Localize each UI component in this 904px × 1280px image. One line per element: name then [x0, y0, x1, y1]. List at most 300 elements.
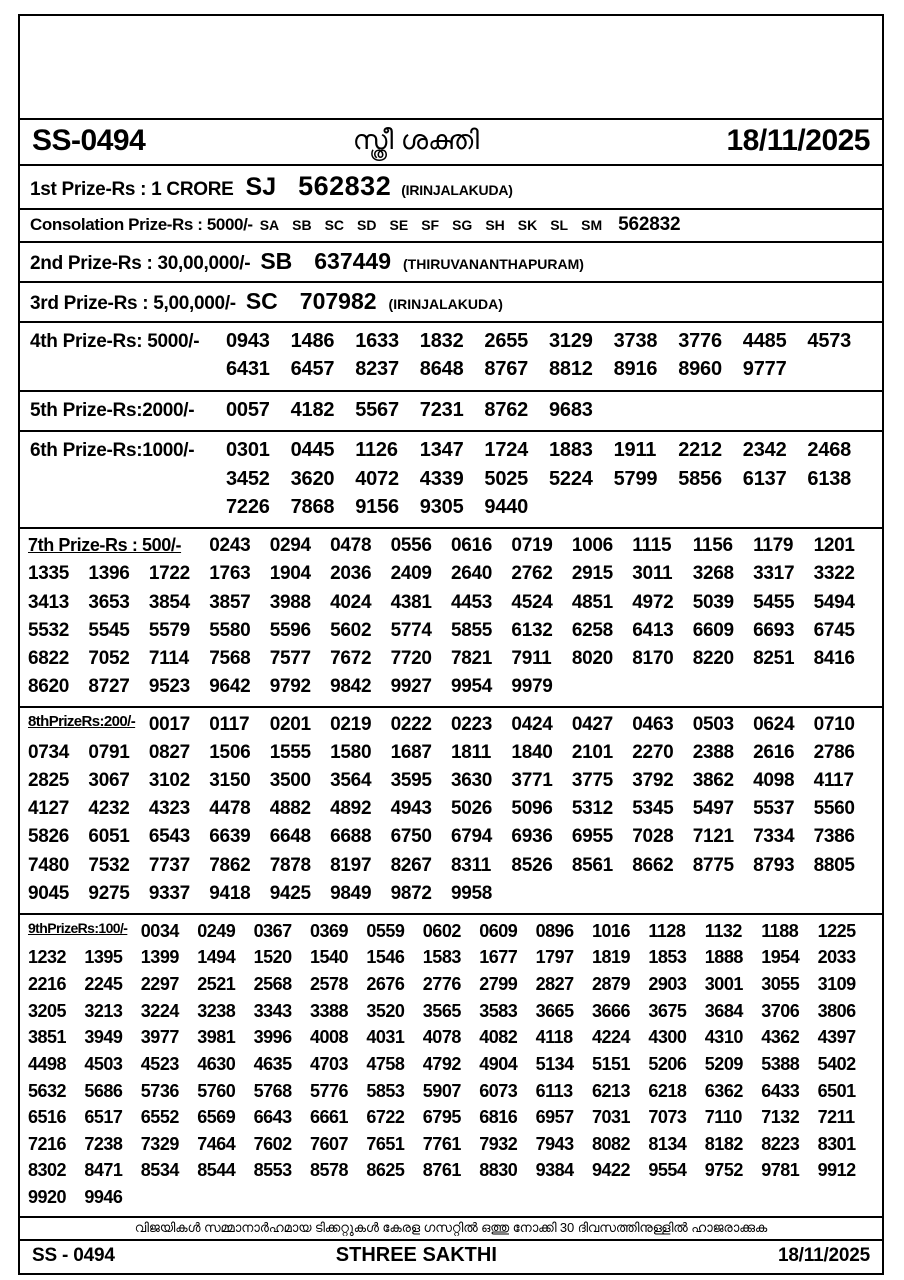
prize-number: 0556	[390, 535, 432, 557]
prize-number: 7211	[817, 1107, 855, 1128]
prize-number: 0367	[253, 920, 292, 941]
prize-number: 4310	[704, 1027, 743, 1048]
prize-number: 0943	[226, 330, 270, 352]
ninth-prize-grid	[28, 918, 874, 1211]
prize-number: 1540	[310, 947, 349, 968]
prize-number: 1156	[692, 535, 733, 557]
prize-number: 0602	[422, 920, 461, 941]
prize-number: 2827	[535, 974, 574, 995]
prize-number: 0734	[28, 742, 70, 764]
seventh-prize-label: 7th Prize-Rs : 500/-	[28, 535, 182, 556]
prize-number: 1335	[28, 563, 70, 585]
prize-number: 1763	[209, 563, 251, 585]
prize-number: 4224	[592, 1027, 631, 1048]
prize-number: 6258	[571, 619, 613, 641]
prize-number: 4323	[148, 798, 190, 820]
prize-number: 8416	[813, 647, 855, 669]
prize-number: 4072	[355, 467, 399, 490]
prize-number: 8662	[632, 854, 674, 876]
prize-number: 1555	[269, 742, 311, 764]
prize-number: 9781	[761, 1160, 800, 1181]
prize-number: 3067	[88, 770, 130, 792]
first-prize-row	[20, 166, 882, 210]
prize-number: 3771	[511, 770, 553, 792]
consolation-series-code: SF	[421, 217, 440, 233]
prize-number: 2655	[484, 330, 529, 352]
prize-number: 9554	[648, 1160, 687, 1181]
prize-number: 7114	[148, 647, 189, 669]
prize-number: 3738	[613, 330, 658, 352]
prize-number: 9946	[84, 1187, 123, 1208]
prize-number: 1486	[290, 330, 335, 352]
claim-disclaimer-malayalam: വിജയികൾ സമ്മാനാർഹമായ ടിക്കറ്റുകൾ കേരള ഗസറ്റിൽ ഒത്തു നോക്കി 30 ദിവസത്തിനുള്ളിൽ ഹാജരാക്കുക	[20, 1218, 882, 1241]
prize-number: 1853	[648, 947, 687, 968]
prize-number: 5388	[761, 1053, 800, 1074]
prize-number: 9849	[330, 882, 372, 904]
prize-number: 7720	[390, 647, 432, 669]
prize-number: 7943	[535, 1133, 574, 1154]
prize-number: 5096	[511, 798, 553, 820]
prize-number: 6073	[479, 1080, 518, 1101]
prize-number: 6213	[592, 1080, 631, 1101]
prize-number: 1494	[197, 947, 236, 968]
prize-number: 7238	[84, 1133, 123, 1154]
prize-number: 3675	[648, 1000, 687, 1021]
prize-number: 1580	[330, 742, 372, 764]
prize-number: 3988	[269, 591, 311, 613]
first-prize-number: 562832	[298, 171, 392, 201]
prize-number: 5545	[88, 619, 130, 641]
prize-number: 7911	[511, 647, 552, 669]
prize-number: 3653	[88, 591, 130, 613]
prize-number: 4362	[761, 1027, 800, 1048]
third-prize-row	[20, 283, 882, 323]
result-title-bar	[20, 120, 882, 166]
prize-number: 4339	[419, 467, 464, 490]
prize-number: 2640	[450, 563, 493, 585]
prize-number: 1126	[355, 439, 398, 462]
prize-number: 6795	[422, 1107, 461, 1128]
second-prize-series: SB	[260, 248, 293, 274]
prize-number: 9872	[390, 882, 432, 904]
prize-number: 9418	[209, 882, 251, 904]
prize-number: 9752	[704, 1160, 743, 1181]
prize-number: 6688	[330, 826, 372, 848]
prize-number: 5206	[648, 1053, 687, 1074]
eighth-prize-block	[20, 708, 882, 915]
prize-number: 5151	[592, 1053, 631, 1074]
prize-number: 4630	[197, 1053, 236, 1074]
prize-number: 5856	[678, 467, 722, 490]
prize-number: 1832	[419, 330, 464, 352]
prize-number: 2676	[366, 974, 405, 995]
footer-lottery-code: SS - 0494	[32, 1244, 115, 1266]
prize-number: 0624	[753, 714, 795, 735]
prize-number: 8302	[28, 1160, 67, 1181]
prize-number: 3665	[535, 1000, 574, 1021]
prize-number: 5567	[355, 398, 399, 421]
prize-number: 7480	[28, 854, 70, 876]
prize-number: 7334	[753, 826, 795, 848]
prize-number: 3213	[84, 1000, 123, 1021]
prize-number: 4882	[269, 798, 311, 820]
prize-number: 1188	[761, 920, 799, 941]
second-prize-place: (THIRUVANANTHAPURAM)	[403, 256, 584, 272]
prize-number: 5560	[813, 798, 855, 820]
prize-number: 1677	[479, 947, 518, 968]
prize-number: 6218	[648, 1080, 687, 1101]
prize-number: 6516	[28, 1107, 67, 1128]
prize-number: 4300	[648, 1027, 687, 1048]
prize-number: 6722	[366, 1107, 405, 1128]
prize-number: 8578	[310, 1160, 349, 1181]
prize-number: 5026	[450, 798, 493, 820]
prize-number: 3205	[28, 1000, 67, 1021]
prize-number: 1128	[648, 920, 686, 941]
prize-number: 4498	[28, 1053, 67, 1074]
prize-number: 0719	[511, 535, 553, 557]
prize-number: 3001	[704, 974, 743, 995]
prize-number: 0017	[148, 714, 190, 735]
prize-number: 6957	[535, 1107, 574, 1128]
prize-number: 7821	[450, 647, 493, 669]
prize-number: 5602	[330, 619, 372, 641]
consolation-prize-number: 562832	[618, 214, 681, 235]
prize-number: 8916	[613, 358, 658, 381]
prize-number: 6661	[310, 1107, 349, 1128]
prize-number: 6138	[807, 467, 852, 490]
prize-number: 7737	[148, 854, 190, 876]
prize-number: 3317	[753, 563, 795, 585]
prize-number: 1888	[704, 947, 743, 968]
prize-number: 5826	[28, 826, 70, 848]
prize-number: 1954	[761, 947, 800, 968]
prize-number: 5025	[484, 467, 529, 490]
consolation-series-code: SE	[389, 217, 409, 233]
prize-number: 5580	[209, 619, 251, 641]
prize-number: 5776	[310, 1080, 349, 1101]
prize-number: 9384	[535, 1160, 574, 1181]
prize-number: 7464	[197, 1133, 236, 1154]
prize-number: 8761	[422, 1160, 461, 1181]
prize-number: 9523	[148, 675, 190, 697]
prize-number: 0249	[197, 920, 236, 941]
prize-number: 0478	[330, 535, 372, 557]
ninth-prize-block	[20, 915, 882, 1218]
prize-number: 5686	[84, 1080, 123, 1101]
prize-number: 2036	[330, 563, 372, 585]
prize-number: 6750	[390, 826, 432, 848]
prize-number: 5855	[450, 619, 493, 641]
prize-number: 4524	[511, 591, 553, 613]
prize-number: 5532	[28, 619, 70, 641]
prize-number: 8534	[140, 1160, 179, 1181]
prize-number: 3981	[197, 1027, 236, 1048]
prize-number: 4098	[753, 770, 795, 792]
prize-number: 8767	[484, 358, 529, 381]
prize-number: 5799	[613, 467, 658, 490]
prize-number: 0559	[366, 920, 405, 941]
prize-number: 3851	[28, 1027, 67, 1048]
prize-number: 6643	[253, 1107, 292, 1128]
third-prize-series: SC	[245, 288, 278, 314]
first-prize-label: 1st Prize-Rs : 1 CRORE	[30, 179, 234, 200]
prize-number: 6501	[817, 1080, 856, 1101]
prize-number: 3238	[197, 1000, 236, 1021]
prize-number: 6648	[269, 826, 311, 848]
prize-number: 1583	[422, 947, 461, 968]
prize-number: 4082	[479, 1027, 518, 1048]
prize-number: 1395	[84, 947, 123, 968]
prize-number: 7932	[479, 1133, 518, 1154]
prize-number: 3595	[390, 770, 432, 792]
prize-number: 3996	[253, 1027, 292, 1048]
prize-number: 3806	[817, 1000, 856, 1021]
prize-number: 4127	[28, 798, 70, 820]
prize-number: 9842	[330, 675, 372, 697]
prize-number: 3857	[209, 591, 251, 613]
prize-number: 8082	[592, 1133, 631, 1154]
prize-number: 3109	[817, 974, 856, 995]
second-prize-number: 637449	[314, 248, 392, 274]
prize-number: 2799	[479, 974, 518, 995]
prize-number: 9920	[28, 1187, 67, 1208]
prize-number: 7651	[366, 1133, 405, 1154]
prize-number: 3775	[571, 770, 613, 792]
prize-number: 8727	[88, 675, 130, 697]
prize-number: 3776	[678, 330, 722, 352]
prize-number: 9425	[269, 882, 311, 904]
prize-number: 7329	[140, 1133, 179, 1154]
prize-number: 3150	[209, 770, 251, 792]
prize-number: 0616	[450, 535, 493, 557]
fourth-prize-block	[20, 323, 882, 392]
prize-number: 6794	[450, 826, 493, 848]
fifth-prize-label: 5th Prize-Rs:2000/-	[30, 399, 195, 421]
prize-number: 4478	[209, 798, 251, 820]
prize-number: 8544	[197, 1160, 236, 1181]
prize-number: 8648	[419, 358, 464, 381]
prize-number: 7226	[226, 495, 270, 518]
prize-number: 8830	[479, 1160, 518, 1181]
second-prize-label: 2nd Prize-Rs : 30,00,000/-	[30, 253, 251, 274]
prize-number: 9958	[450, 882, 493, 904]
prize-number: 6113	[535, 1080, 573, 1101]
prize-number: 1115	[632, 535, 672, 557]
prize-number: 8812	[548, 358, 593, 381]
prize-number: 7862	[209, 854, 251, 876]
prize-number: 5312	[571, 798, 613, 820]
prize-number: 0057	[226, 398, 270, 421]
prize-number: 0219	[330, 714, 372, 735]
prize-number: 4904	[479, 1053, 518, 1074]
prize-number: 9792	[269, 675, 311, 697]
prize-number: 4972	[632, 591, 674, 613]
prize-number: 7110	[704, 1107, 742, 1128]
prize-number: 3224	[140, 1000, 179, 1021]
prize-number: 0222	[390, 714, 432, 735]
prize-number: 8134	[648, 1133, 687, 1154]
prize-number: 4792	[422, 1053, 461, 1074]
result-footer	[20, 1241, 882, 1273]
prize-number: 7761	[422, 1133, 461, 1154]
prize-number: 0223	[450, 714, 493, 735]
prize-number: 9440	[484, 495, 529, 518]
prize-number: 5402	[817, 1053, 856, 1074]
prize-number: 1225	[817, 920, 856, 941]
sixth-prize-block	[20, 432, 882, 529]
prize-number: 0369	[310, 920, 349, 941]
prize-number: 3564	[330, 770, 372, 792]
prize-number: 1840	[511, 742, 553, 764]
consolation-series-code: SC	[324, 217, 345, 233]
prize-number: 7028	[632, 826, 674, 848]
prize-number: 8762	[484, 398, 529, 421]
fourth-prize-numbers	[226, 327, 872, 384]
prize-number: 8220	[692, 647, 734, 669]
prize-number: 0201	[269, 714, 311, 735]
consolation-prize-row	[20, 210, 882, 243]
prize-number: 1911	[613, 439, 657, 462]
prize-number: 8223	[761, 1133, 800, 1154]
prize-number: 3565	[422, 1000, 461, 1021]
consolation-series-codes	[260, 217, 602, 233]
prize-number: 7607	[310, 1133, 349, 1154]
prize-number: 0710	[813, 714, 855, 735]
prize-number: 6543	[148, 826, 190, 848]
prize-number: 5853	[366, 1080, 405, 1101]
prize-number: 3322	[813, 563, 855, 585]
prize-number: 6413	[632, 619, 674, 641]
prize-number: 2521	[197, 974, 236, 995]
prize-number: 8301	[817, 1133, 856, 1154]
lottery-name-malayalam: സ്ത്രീ ശക്തി	[352, 124, 479, 155]
prize-number: 7121	[692, 826, 734, 848]
prize-number: 8170	[632, 647, 674, 669]
prize-number: 3388	[310, 1000, 349, 1021]
prize-number: 8182	[704, 1133, 743, 1154]
prize-number: 1687	[390, 742, 432, 764]
prize-number: 4232	[88, 798, 130, 820]
prize-number: 2578	[310, 974, 349, 995]
prize-number: 1883	[548, 439, 593, 462]
prize-number: 8620	[28, 675, 70, 697]
prize-number: 1811	[450, 742, 492, 764]
prize-number: 9912	[817, 1160, 856, 1181]
prize-number: 8553	[253, 1160, 292, 1181]
prize-number: 4943	[390, 798, 432, 820]
prize-number: 3500	[269, 770, 311, 792]
prize-number: 0427	[571, 714, 613, 735]
prize-number: 7672	[330, 647, 372, 669]
fourth-prize-label: 4th Prize-Rs: 5000/-	[30, 331, 200, 352]
first-prize-series: SJ	[245, 173, 277, 201]
consolation-series-code: SM	[581, 217, 603, 233]
prize-number: 7216	[28, 1133, 67, 1154]
prize-number: 6816	[479, 1107, 518, 1128]
consolation-series-code: SD	[357, 217, 377, 233]
prize-number: 2216	[28, 974, 67, 995]
prize-number: 4573	[807, 330, 852, 352]
prize-number: 8237	[355, 358, 399, 381]
prize-number: 2245	[84, 974, 123, 995]
prize-number: 3620	[290, 467, 335, 490]
prize-number: 2101	[571, 742, 613, 764]
prize-number: 9683	[548, 398, 593, 421]
prize-number: 9305	[419, 495, 464, 518]
prize-number: 0445	[290, 439, 335, 462]
prize-number: 1201	[813, 535, 855, 557]
prize-number: 4031	[366, 1027, 405, 1048]
prize-number: 7577	[269, 647, 311, 669]
prize-number: 2388	[692, 742, 734, 764]
eighth-prize-label: 8thPrizeRs:200/-	[28, 713, 136, 730]
prize-number: 8251	[753, 647, 795, 669]
prize-number: 6569	[197, 1107, 236, 1128]
prize-number: 5497	[692, 798, 734, 820]
consolation-series-code: SA	[259, 217, 280, 233]
prize-number: 8020	[571, 647, 613, 669]
prize-number: 8793	[753, 854, 795, 876]
prize-number: 1724	[484, 439, 529, 462]
prize-number: 1179	[753, 535, 794, 557]
prize-number: 3011	[632, 563, 673, 585]
prize-number: 1722	[148, 563, 190, 585]
prize-number: 2915	[571, 563, 613, 585]
prize-number: 2762	[511, 563, 553, 585]
prize-number: 6457	[290, 358, 335, 381]
prize-number: 6745	[813, 619, 855, 641]
prize-number: 5039	[692, 591, 734, 613]
prize-number: 9275	[88, 882, 130, 904]
consolation-series-code: SH	[485, 217, 505, 233]
prize-number: 9777	[742, 358, 787, 381]
prize-number: 0896	[535, 920, 574, 941]
prize-number: 3343	[253, 1000, 292, 1021]
prize-number: 7532	[88, 854, 130, 876]
prize-number: 4381	[390, 591, 432, 613]
prize-number: 7231	[419, 398, 464, 421]
prize-number: 6936	[511, 826, 553, 848]
prize-number: 7132	[761, 1107, 800, 1128]
prize-number: 9927	[390, 675, 432, 697]
prize-number: 0034	[140, 920, 179, 941]
prize-number: 0117	[209, 714, 250, 735]
prize-number: 3854	[148, 591, 190, 613]
consolation-series-code: SK	[517, 217, 538, 233]
prize-number: 5579	[148, 619, 190, 641]
prize-number: 3413	[28, 591, 70, 613]
prize-number: 3630	[450, 770, 493, 792]
prize-number: 2903	[648, 974, 687, 995]
prize-number: 3977	[140, 1027, 179, 1048]
prize-number: 9642	[209, 675, 251, 697]
prize-number: 0827	[148, 742, 190, 764]
prize-number: 8960	[678, 358, 722, 381]
prize-number: 8805	[813, 854, 855, 876]
prize-number: 5537	[753, 798, 795, 820]
prize-number: 2212	[678, 439, 722, 462]
prize-number: 2297	[140, 974, 179, 995]
third-prize-number: 707982	[299, 288, 377, 314]
prize-number: 3129	[548, 330, 593, 352]
seventh-prize-grid	[28, 532, 874, 701]
prize-number: 8775	[692, 854, 734, 876]
first-prize-place: (IRINJALAKUDA)	[401, 182, 513, 198]
prize-number: 6822	[28, 647, 70, 669]
prize-number: 3268	[692, 563, 734, 585]
prize-number: 8561	[571, 854, 613, 876]
